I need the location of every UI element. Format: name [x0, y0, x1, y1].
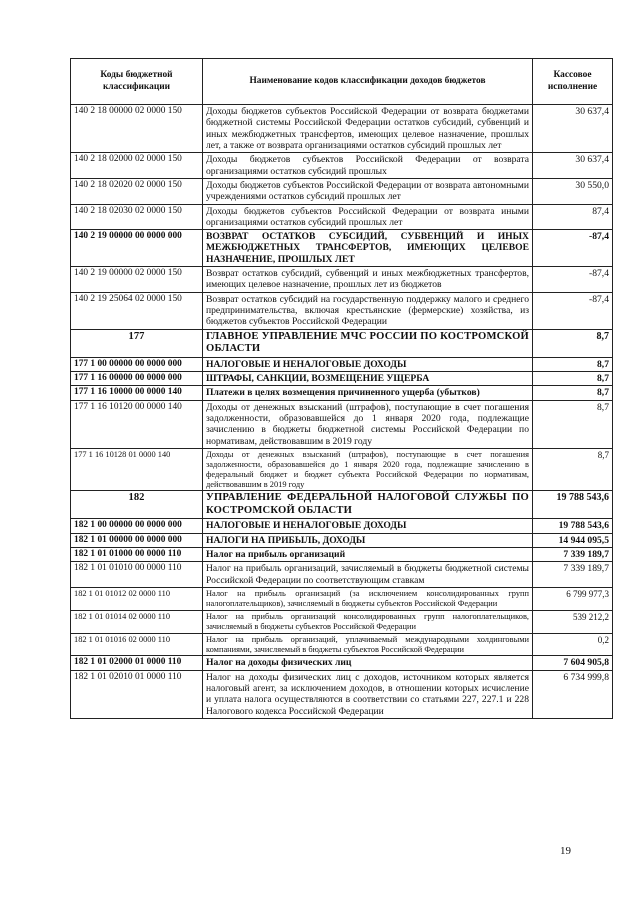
row-amount: 0,2	[533, 633, 613, 656]
table-row	[71, 400, 613, 448]
header-amount: Кассовое исполнение	[533, 59, 613, 105]
row-code: 182 1 01 01014 02 0000 110	[71, 610, 203, 633]
table-row	[71, 548, 613, 562]
row-amount: 6 734 999,8	[533, 670, 613, 718]
row-amount: 8,7	[533, 329, 613, 357]
row-name: Налог на прибыль организаций	[203, 548, 533, 562]
row-code: 182 1 01 02000 01 0000 110	[71, 656, 203, 670]
row-code: 177	[71, 329, 203, 357]
table-row	[71, 656, 613, 670]
row-amount: -87,4	[533, 292, 613, 329]
row-amount: 6 799 977,3	[533, 588, 613, 611]
row-code: 140 2 18 00000 02 0000 150	[71, 105, 203, 153]
row-amount: 14 944 095,5	[533, 533, 613, 547]
row-amount: -87,4	[533, 230, 613, 267]
row-code: 177 1 16 10128 01 0000 140	[71, 448, 203, 491]
page-number: 19	[560, 845, 571, 857]
table-row	[71, 371, 613, 385]
table-row	[71, 230, 613, 267]
row-code: 140 2 18 02020 02 0000 150	[71, 178, 203, 204]
table-row	[71, 562, 613, 588]
row-amount: 7 339 189,7	[533, 562, 613, 588]
table-row	[71, 357, 613, 371]
row-name: Налог на прибыль организаций (за исключением консолидированных групп налогоплательщиков), зачисляемый в бюджеты субъектов Российской Федерации	[203, 588, 533, 611]
header-code: Коды бюджетной классификации	[71, 59, 203, 105]
row-code: 182 1 01 00000 00 0000 000	[71, 533, 203, 547]
row-amount: 8,7	[533, 371, 613, 385]
row-name: Доходы бюджетов субъектов Российской Федерации от возврата бюджетами бюджетной системы Российской Федерации остатков субсидий, субвенций и иных межбюджетных трансфертов, имеющих целевое назначение, прошлых лет, а также от возврата организациями остатков субсидий прошлых лет	[203, 105, 533, 153]
row-name: УПРАВЛЕНИЕ ФЕДЕРАЛЬНОЙ НАЛОГОВОЙ СЛУЖБЫ ПО КОСТРОМСКОЙ ОБЛАСТИ	[203, 491, 533, 519]
row-amount: 19 788 543,6	[533, 491, 613, 519]
budget-income-table	[70, 58, 613, 719]
table-row	[71, 610, 613, 633]
row-name: НАЛОГИ НА ПРИБЫЛЬ, ДОХОДЫ	[203, 533, 533, 547]
table-row	[71, 533, 613, 547]
table-row	[71, 448, 613, 491]
row-name: Доходы бюджетов субъектов Российской Федерации от возврата иными организациями остатков субсидий прошлых лет	[203, 204, 533, 230]
row-code: 182 1 00 00000 00 0000 000	[71, 519, 203, 533]
row-code: 140 2 18 02030 02 0000 150	[71, 204, 203, 230]
row-amount: 8,7	[533, 448, 613, 491]
row-amount: -87,4	[533, 267, 613, 293]
row-name: Налог на прибыль организаций консолидированных групп налогоплательщиков, зачисляемый в бюджеты субъектов Российской Федерации	[203, 610, 533, 633]
row-name: Доходы бюджетов субъектов Российской Федерации от возврата автономными учреждениями остатков субсидий прошлых лет	[203, 178, 533, 204]
row-name: Налог на доходы физических лиц	[203, 656, 533, 670]
row-name: ГЛАВНОЕ УПРАВЛЕНИЕ МЧС РОССИИ ПО КОСТРОМСКОЙ ОБЛАСТИ	[203, 329, 533, 357]
table-row	[71, 633, 613, 656]
row-amount: 7 339 189,7	[533, 548, 613, 562]
row-amount: 8,7	[533, 357, 613, 371]
row-amount: 8,7	[533, 386, 613, 400]
row-amount: 7 604 905,8	[533, 656, 613, 670]
row-name: Платежи в целях возмещения причиненного ущерба (убытков)	[203, 386, 533, 400]
row-code: 177 1 16 10000 00 0000 140	[71, 386, 203, 400]
row-code: 177 1 16 10120 00 0000 140	[71, 400, 203, 448]
row-name: ВОЗВРАТ ОСТАТКОВ СУБСИДИЙ, СУБВЕНЦИЙ И ИНЫХ МЕЖБЮДЖЕТНЫХ ТРАНСФЕРТОВ, ИМЕЮЩИХ ЦЕЛЕВОЕ НАЗНАЧЕНИЕ, ПРОШЛЫХ ЛЕТ	[203, 230, 533, 267]
row-code: 177 1 00 00000 00 0000 000	[71, 357, 203, 371]
row-name: НАЛОГОВЫЕ И НЕНАЛОГОВЫЕ ДОХОДЫ	[203, 519, 533, 533]
table-row	[71, 588, 613, 611]
table-row	[71, 519, 613, 533]
table-header-row	[71, 59, 613, 105]
row-name: НАЛОГОВЫЕ И НЕНАЛОГОВЫЕ ДОХОДЫ	[203, 357, 533, 371]
row-code: 182 1 01 01016 02 0000 110	[71, 633, 203, 656]
row-name: Возврат остатков субсидий на государственную поддержку малого и среднего предпринимательства, включая крестьянские (фермерские) хозяйства, из бюджетов субъектов Российской Федерации	[203, 292, 533, 329]
row-code: 140 2 18 02000 02 0000 150	[71, 153, 203, 179]
row-name: Доходы от денежных взысканий (штрафов), поступающие в счет погашения задолженности, образовавшейся до 1 января 2020 года, подлежащие зачислению в бюджеты бюджетной системы Российской Федерации по нормативам, действовавшим в 2019 году	[203, 400, 533, 448]
row-code: 182 1 01 01010 00 0000 110	[71, 562, 203, 588]
row-name: Доходы бюджетов субъектов Российской Федерации от возврата организациями остатков субсидий прошлых	[203, 153, 533, 179]
table-row	[71, 267, 613, 293]
table-row	[71, 204, 613, 230]
row-name: Возврат остатков субсидий, субвенций и иных межбюджетных трансфертов, имеющих целевое назначение, прошлых лет из бюджетов	[203, 267, 533, 293]
row-amount: 30 637,4	[533, 153, 613, 179]
row-code: 140 2 19 00000 02 0000 150	[71, 267, 203, 293]
table-row	[71, 292, 613, 329]
row-code: 177 1 16 00000 00 0000 000	[71, 371, 203, 385]
row-amount: 8,7	[533, 400, 613, 448]
row-code: 140 2 19 25064 02 0000 150	[71, 292, 203, 329]
table-row	[71, 670, 613, 718]
row-amount: 30 550,0	[533, 178, 613, 204]
row-code: 182 1 01 01000 00 0000 110	[71, 548, 203, 562]
row-name: Доходы от денежных взысканий (штрафов), поступающие в счет погашения задолженности, образовавшейся до 1 января 2020 года, подлежащие зачислению в федеральный бюджет и бюджет субъекта Российской Федерации по нормативам, действовавшим в 2019 году	[203, 448, 533, 491]
row-name: ШТРАФЫ, САНКЦИИ, ВОЗМЕЩЕНИЕ УЩЕРБА	[203, 371, 533, 385]
row-code: 182	[71, 491, 203, 519]
row-code: 182 1 01 01012 02 0000 110	[71, 588, 203, 611]
row-code: 182 1 01 02010 01 0000 110	[71, 670, 203, 718]
table-row	[71, 491, 613, 519]
table-row	[71, 153, 613, 179]
row-name: Налог на прибыль организаций, уплачиваемый международными холдинговыми компаниями, зачисляемый в бюджеты субъектов Российской Федерации	[203, 633, 533, 656]
row-amount: 30 637,4	[533, 105, 613, 153]
table-row	[71, 178, 613, 204]
row-amount: 19 788 543,6	[533, 519, 613, 533]
table-row	[71, 105, 613, 153]
row-amount: 87,4	[533, 204, 613, 230]
row-name: Налог на доходы физических лиц с доходов, источником которых является налоговый агент, за исключением доходов, в отношении которых исчисление и уплата налога осуществляются в соответствии со статьями 227, 227.1 и 228 Налогового кодекса Российской Федерации	[203, 670, 533, 718]
row-amount: 539 212,2	[533, 610, 613, 633]
row-name: Налог на прибыль организаций, зачисляемый в бюджеты бюджетной системы Российской Федерации по соответствующим ставкам	[203, 562, 533, 588]
header-name: Наименование кодов классификации доходов бюджетов	[203, 59, 533, 105]
row-code: 140 2 19 00000 00 0000 000	[71, 230, 203, 267]
table-row	[71, 386, 613, 400]
table-row	[71, 329, 613, 357]
table-body	[71, 105, 613, 719]
